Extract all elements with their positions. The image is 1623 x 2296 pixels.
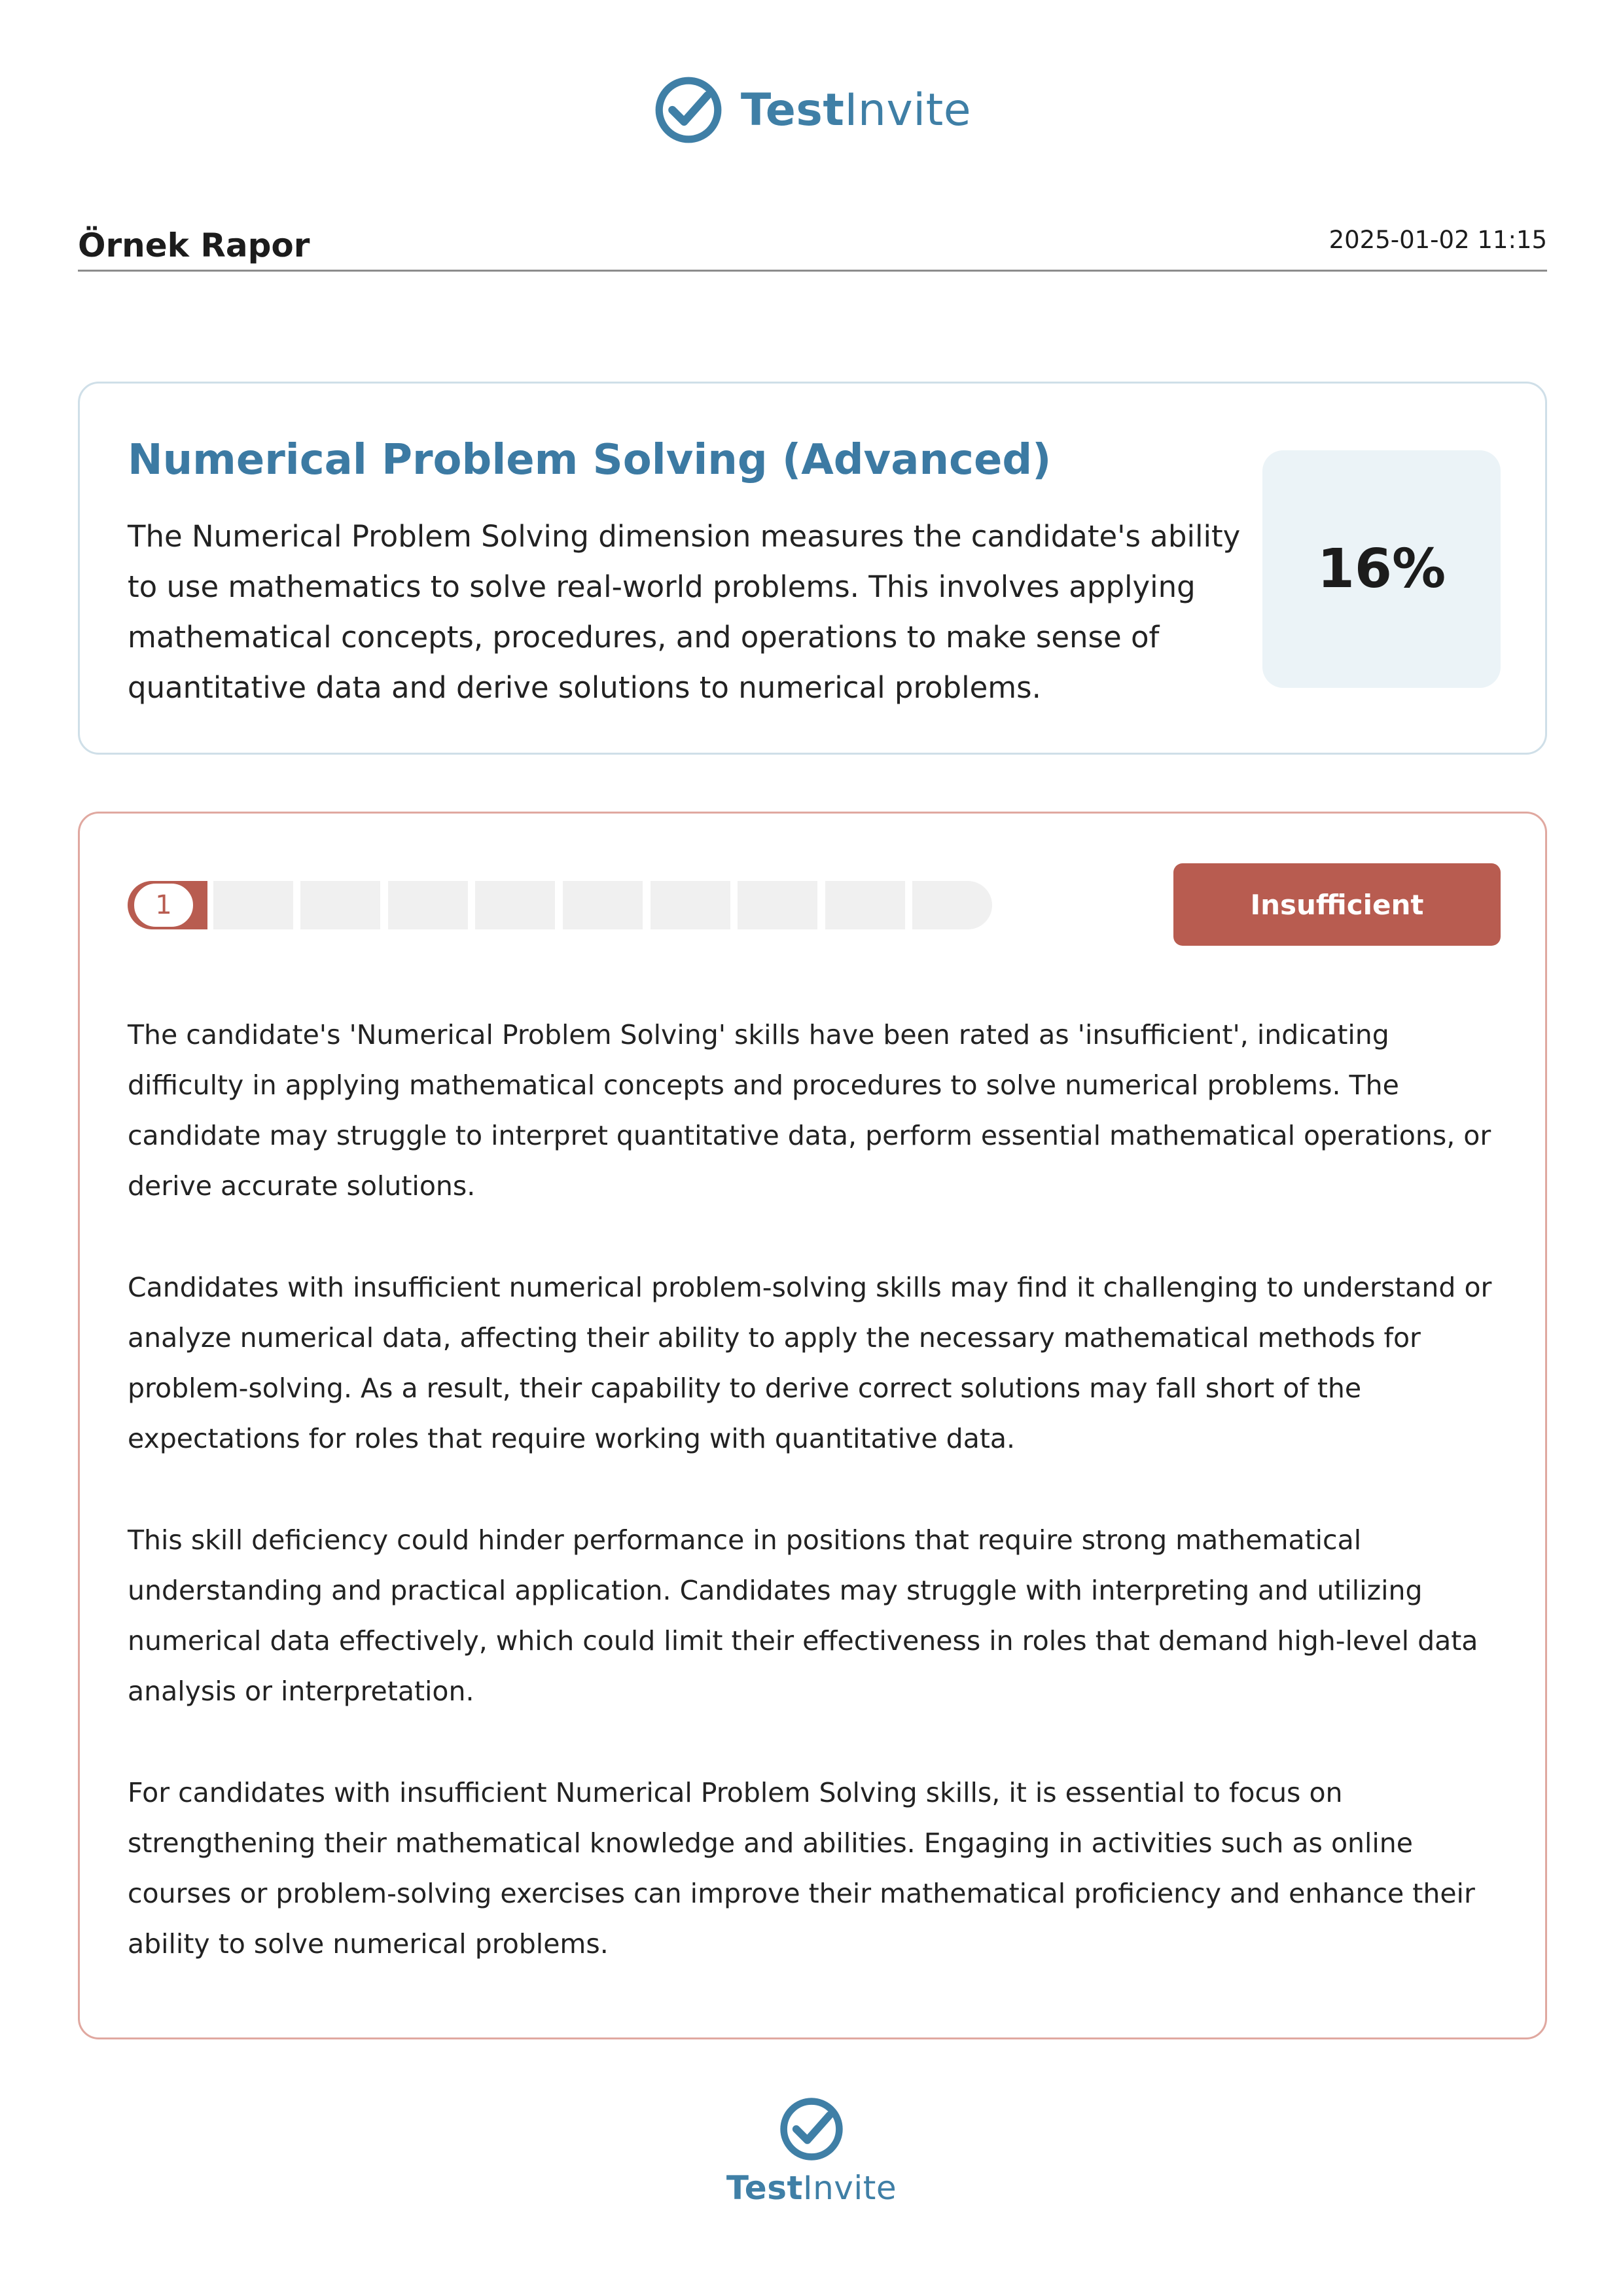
brand-name: TestInvite [726,2169,897,2207]
level-segment [563,881,643,929]
level-segment [213,881,293,929]
result-paragraph: This skill deficiency could hinder performance in positions that require strong mathematical understanding and practical application. Candidates may struggle with interpreting and utilizing numerical data effectively, which could limit their effectiveness in roles that demand high-level data analysis or interpretation. [128,1524,1478,1707]
level-segment [825,881,905,929]
level-segment [300,881,380,929]
report-title: Örnek Rapor [78,226,310,264]
result-paragraph: The candidate's 'Numerical Problem Solving' skills have been rated as 'insufficient', indicating difficulty in applying mathematical concepts and procedures to solve numerical problems. The candidate may struggle to interpret quantitative data, perform essential mathematical operations, or derive accurate solutions. [128,1019,1491,1202]
level-segment [388,881,468,929]
dimension-description: The Numerical Problem Solving dimension measures the candidate's ability to use mathematics to solve real-world problems. This involves applying mathematical concepts, procedures, and operations to make sense of quantitative data and derive solutions to numerical problems. [128,519,1241,705]
brand-name: TestInvite [740,84,972,136]
level-indicator: 1 [132,881,196,929]
level-segment [651,881,730,929]
report-date: 2025-01-02 11:15 [1329,226,1547,254]
brand-logo-header [0,73,1623,147]
level-segment [912,881,992,929]
level-segment [738,881,817,929]
report-header [78,223,1547,272]
level-segment [475,881,555,929]
result-status-badge: Insufficient [1173,863,1501,946]
result-paragraph: For candidates with insufficient Numerical Problem Solving skills, it is essential to focus on strengthening their mathematical knowledge and abilities. Engaging in activities such as online courses or problem-solving exercises can improve their mathematical proficiency and enhance their ability to solve numerical problems. [128,1777,1475,1960]
dimension-title: Numerical Problem Solving (Advanced) [128,436,1052,484]
check-circle-icon [777,2094,846,2164]
check-circle-icon [652,73,725,147]
result-paragraph: Candidates with insufficient numerical problem-solving skills may find it challenging to understand or analyze numerical data, affecting their ability to apply the necessary mathematical methods for problem-solving. As a result, their capability to derive correct solutions may fall short of the expectations for roles that require working with quantitative data. [128,1272,1492,1454]
score-value: 16% [1317,538,1446,600]
score-box [1262,450,1501,688]
result-card [78,812,1547,2039]
result-text [128,1010,1508,2020]
brand-logo-footer [0,2094,1623,2207]
dimension-card [78,382,1547,755]
